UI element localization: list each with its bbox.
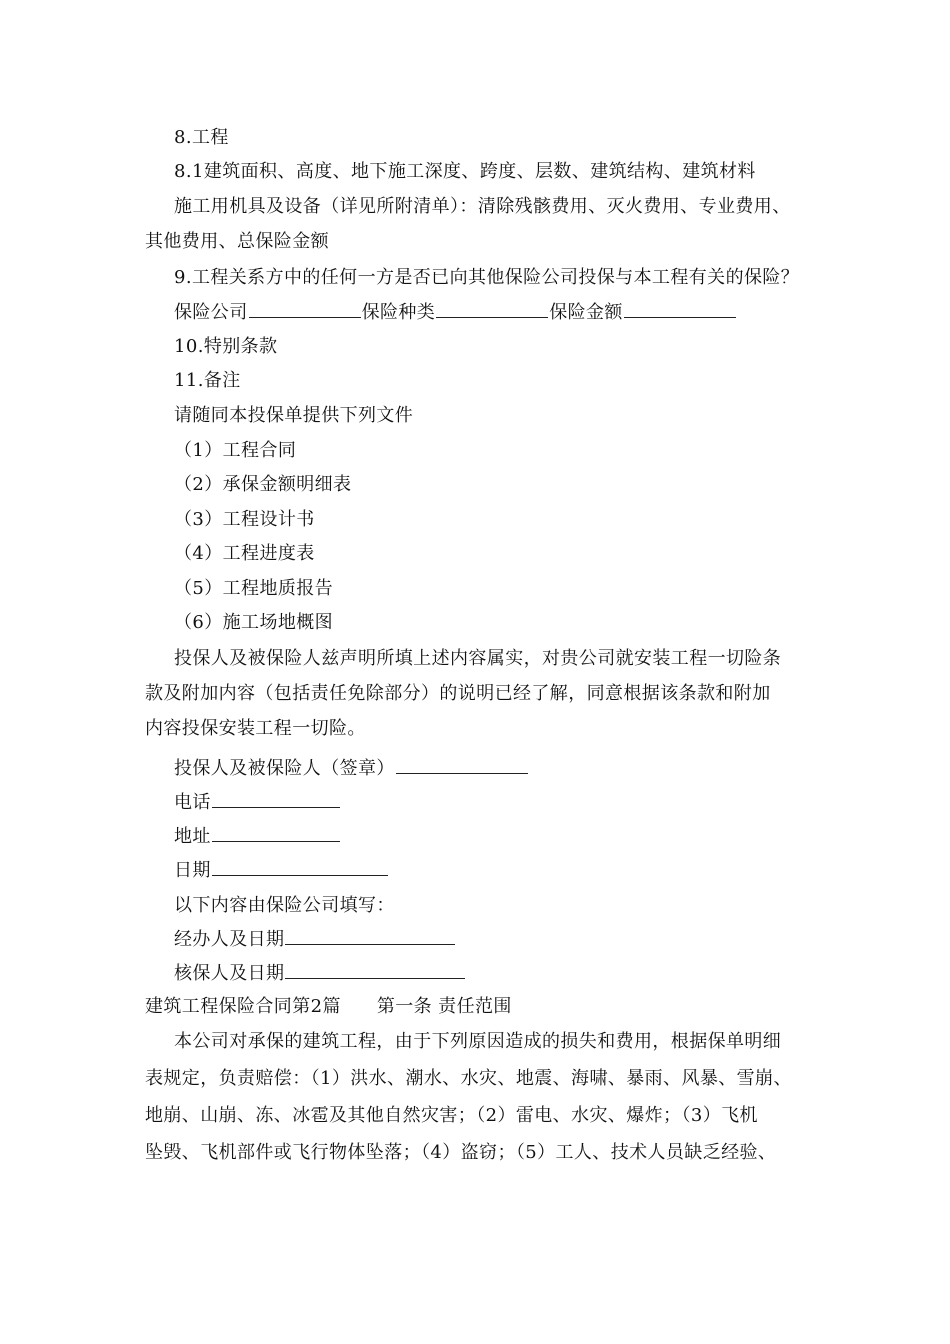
section-8-heading: 8.工程 bbox=[174, 127, 229, 148]
handler-row bbox=[174, 927, 456, 952]
contract-2-paragraph-line-3: 地崩、山崩、冻、冰雹及其他自然灾害；（2）雷电、水灾、爆炸；（3）飞机 bbox=[145, 1105, 758, 1126]
contract-2-paragraph-line-1: 本公司对承保的建筑工程，由于下列原因造成的损失和费用，根据保单明细 bbox=[174, 1031, 782, 1052]
section-10-heading: 10.特别条款 bbox=[174, 336, 278, 357]
field-label-insurance-type: 保险种类 bbox=[361, 302, 436, 323]
document-list-item: （3）工程设计书 bbox=[174, 509, 315, 530]
field-label-insurer: 保险公司 bbox=[174, 302, 248, 323]
contract-2-title: 建筑工程保险合同第2篇 bbox=[145, 996, 341, 1017]
documents-intro: 请随同本投保单提供下列文件 bbox=[174, 405, 414, 426]
insurer-blank[interactable] bbox=[249, 300, 361, 318]
address-label: 地址 bbox=[174, 826, 211, 847]
declaration-line-2: 款及附加内容（包括责任免除部分）的说明已经了解，同意根据该条款和附加 bbox=[145, 683, 771, 704]
handler-label: 经办人及日期 bbox=[174, 929, 285, 950]
underwriter-row bbox=[174, 961, 466, 986]
insured-amount-blank[interactable] bbox=[624, 300, 736, 318]
handler-blank[interactable] bbox=[285, 927, 455, 945]
declaration-line-1: 投保人及被保险人兹声明所填上述内容属实，对贵公司就安装工程一切险条 bbox=[174, 648, 782, 669]
phone-blank[interactable] bbox=[212, 790, 340, 808]
declaration-line-3: 内容投保安装工程一切险。 bbox=[145, 718, 366, 739]
address-blank[interactable] bbox=[212, 824, 340, 842]
date-blank[interactable] bbox=[212, 858, 388, 876]
article-1-heading: 第一条 责任范围 bbox=[376, 996, 512, 1017]
field-label-insured-amount: 保险金额 bbox=[549, 302, 623, 323]
document-list-item: （4）工程进度表 bbox=[174, 543, 315, 564]
equipment-line-1: 施工用机具及设备（详见所附清单）：清除残骸费用、灭火费用、专业费用、 bbox=[174, 196, 791, 217]
insurer-section-intro: 以下内容由保险公司填写： bbox=[174, 895, 395, 916]
contract-2-paragraph-line-4: 坠毁、飞机部件或飞行物体坠落；（4）盗窃；（5）工人、技术人员缺乏经验、 bbox=[145, 1142, 777, 1163]
date-row bbox=[174, 858, 389, 883]
document-list-item: （2）承保金额明细表 bbox=[174, 474, 352, 495]
section-11-heading: 11.备注 bbox=[174, 370, 241, 391]
document-list-item: （5）工程地质报告 bbox=[174, 578, 334, 599]
contract-2-paragraph-line-2: 表规定，负责赔偿：（1）洪水、潮水、水灾、地震、海啸、暴雨、风暴、雪崩、 bbox=[145, 1068, 792, 1089]
section-8-1-item: 8.1建筑面积、高度、地下施工深度、跨度、层数、建筑结构、建筑材料 bbox=[174, 161, 756, 182]
underwriter-label: 核保人及日期 bbox=[174, 963, 285, 984]
date-label: 日期 bbox=[174, 860, 211, 881]
phone-label: 电话 bbox=[174, 792, 211, 813]
applicant-signature-row bbox=[174, 756, 529, 781]
insurance-type-blank[interactable] bbox=[436, 300, 548, 318]
document-list-item: （6）施工场地概图 bbox=[174, 612, 334, 633]
underwriter-blank[interactable] bbox=[285, 961, 465, 979]
section-9-question: 9.工程关系方中的任何一方是否已向其他保险公司投保与本工程有关的保险？ bbox=[174, 267, 800, 288]
phone-row bbox=[174, 790, 341, 815]
equipment-line-2: 其他费用、总保险金额 bbox=[145, 231, 329, 252]
applicant-signature-blank[interactable] bbox=[396, 756, 528, 774]
document-list-item: （1）工程合同 bbox=[174, 440, 297, 461]
address-row bbox=[174, 824, 341, 849]
contract-2-title-row bbox=[145, 995, 512, 1019]
other-insurance-fields bbox=[174, 300, 737, 325]
applicant-signature-label: 投保人及被保险人（签章） bbox=[174, 758, 395, 779]
